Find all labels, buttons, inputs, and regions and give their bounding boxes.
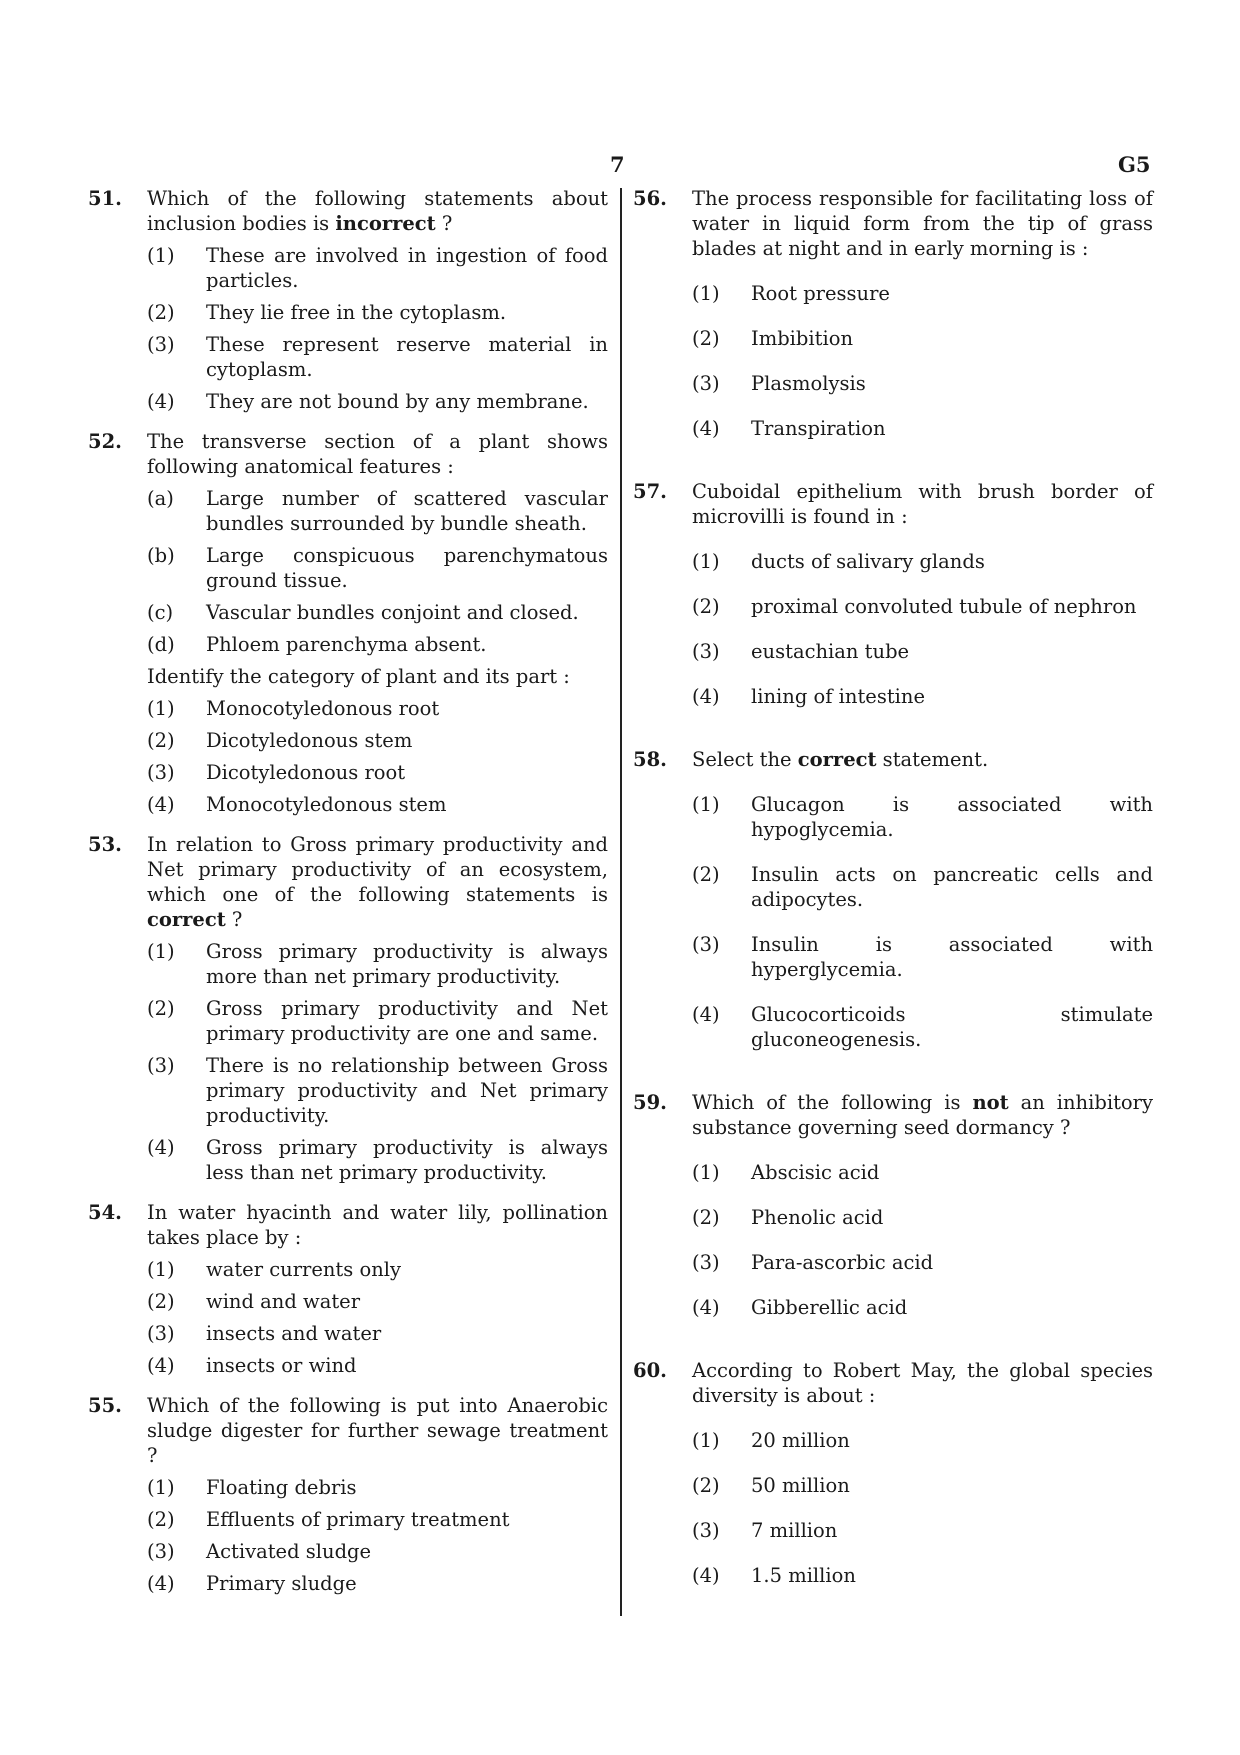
question-stem: Which of the following is put into Anaerobic sludge digester for further sewage treatment ?: [147, 1394, 608, 1467]
option-1: (1) Floating debris: [147, 1476, 357, 1499]
feature-d: (d) Phloem parenchyma absent.: [147, 633, 487, 656]
page-number: 7: [610, 152, 625, 177]
option-2: (2) Phenolic acid: [692, 1206, 884, 1229]
question-stem: In relation to Gross primary productivity and Net primary productivity of an ecosystem, which one of the following statements is correct ?: [147, 833, 608, 931]
option-2: (2) Dicotyledonous stem: [147, 729, 413, 752]
question-57: [633, 479, 1153, 709]
option-3: (3) These represent reserve material in cytoplasm.: [147, 333, 608, 381]
booklet-code: G5: [1118, 152, 1151, 177]
feature-a: (a) Large number of scattered vascular bundles surrounded by bundle sheath.: [147, 487, 608, 535]
column-divider: [620, 188, 622, 1616]
question-stem: Select the correct statement.: [692, 748, 989, 771]
question-stem: Which of the following is not an inhibitory substance governing seed dormancy ?: [692, 1091, 1153, 1139]
option-1: (1) Glucagon is associated with hypoglycemia.: [692, 793, 1153, 841]
feature-b: (b) Large conspicuous parenchymatous ground tissue.: [147, 544, 608, 592]
option-1: (1) ducts of salivary glands: [692, 550, 985, 573]
option-4: (4) Primary sludge: [147, 1572, 357, 1595]
question-number: 54.: [88, 1201, 122, 1224]
question-55: [88, 1393, 608, 1596]
question-number: 56.: [633, 187, 667, 210]
option-2: (2) proximal convoluted tubule of nephron: [692, 595, 1137, 618]
option-2: (2) Gross primary productivity and Net primary productivity are one and same.: [147, 997, 608, 1045]
question-stem: Cuboidal epithelium with brush border of microvilli is found in :: [692, 480, 1153, 528]
option-3: (3) Plasmolysis: [692, 372, 866, 395]
option-4: (4) They are not bound by any membrane.: [147, 390, 589, 413]
question-stem: In water hyacinth and water lily, pollination takes place by :: [147, 1201, 608, 1249]
question-58: [633, 747, 1153, 1052]
question-number: 53.: [88, 833, 122, 856]
option-1: (1) water currents only: [147, 1258, 402, 1281]
option-4: (4) 1.5 million: [692, 1564, 856, 1587]
question-60: [633, 1358, 1153, 1588]
question-56: [633, 186, 1153, 441]
option-3: (3) Para-ascorbic acid: [692, 1251, 934, 1274]
question-number: 58.: [633, 748, 667, 771]
option-4: (4) lining of intestine: [692, 685, 926, 708]
option-4: (4) Monocotyledonous stem: [147, 793, 447, 816]
option-3: (3) 7 million: [692, 1519, 838, 1542]
right-column: [633, 186, 1153, 1626]
option-3: (3) Dicotyledonous root: [147, 761, 406, 784]
option-4: (4) Transpiration: [692, 417, 886, 440]
option-4: (4) insects or wind: [147, 1354, 357, 1377]
option-1: (1) Abscisic acid: [692, 1161, 880, 1184]
question-stem: According to Robert May, the global species diversity is about :: [692, 1359, 1153, 1407]
option-3: (3) Activated sludge: [147, 1540, 372, 1563]
question-number: 55.: [88, 1394, 122, 1417]
option-1: (1) Root pressure: [692, 282, 890, 305]
option-1: (1) Monocotyledonous root: [147, 697, 440, 720]
option-1: (1) Gross primary productivity is always more than net primary productivity.: [147, 940, 608, 988]
question-number: 57.: [633, 480, 667, 503]
option-2: (2) Effluents of primary treatment: [147, 1508, 510, 1531]
question-stem: The transverse section of a plant shows following anatomical features :: [147, 430, 608, 478]
option-4: (4) Gibberellic acid: [692, 1296, 908, 1319]
option-3: (3) eustachian tube: [692, 640, 910, 663]
feature-c: (c) Vascular bundles conjoint and closed.: [147, 601, 579, 624]
option-2: (2) 50 million: [692, 1474, 850, 1497]
option-1: (1) 20 million: [692, 1429, 850, 1452]
question-number: 59.: [633, 1091, 667, 1114]
question-stem: Which of the following statements about inclusion bodies is incorrect ?: [147, 187, 608, 235]
left-column: [88, 186, 608, 1611]
option-3: (3) Insulin is associated with hyperglycemia.: [692, 933, 1153, 981]
question-52: [88, 429, 608, 817]
question-stem: The process responsible for facilitating loss of water in liquid form from the tip of grass blades at night and in early morning is :: [692, 187, 1153, 260]
question-prompt: Identify the category of plant and its part :: [147, 665, 570, 688]
question-number: 52.: [88, 430, 122, 453]
question-51: [88, 186, 608, 414]
option-3: (3) insects and water: [147, 1322, 382, 1345]
option-4: (4) Glucocorticoids stimulate gluconeogenesis.: [692, 1003, 1153, 1051]
question-59: [633, 1090, 1153, 1320]
question-number: 60.: [633, 1359, 667, 1382]
option-3: (3) There is no relationship between Gross primary productivity and Net primary productivity.: [147, 1054, 608, 1127]
option-2: (2) Imbibition: [692, 327, 854, 350]
question-53: [88, 832, 608, 1185]
option-2: (2) They lie free in the cytoplasm.: [147, 301, 507, 324]
option-2: (2) wind and water: [147, 1290, 361, 1313]
option-1: (1) These are involved in ingestion of food particles.: [147, 244, 608, 292]
option-2: (2) Insulin acts on pancreatic cells and adipocytes.: [692, 863, 1153, 911]
question-number: 51.: [88, 187, 122, 210]
question-54: [88, 1200, 608, 1378]
option-4: (4) Gross primary productivity is always less than net primary productivity.: [147, 1136, 608, 1184]
